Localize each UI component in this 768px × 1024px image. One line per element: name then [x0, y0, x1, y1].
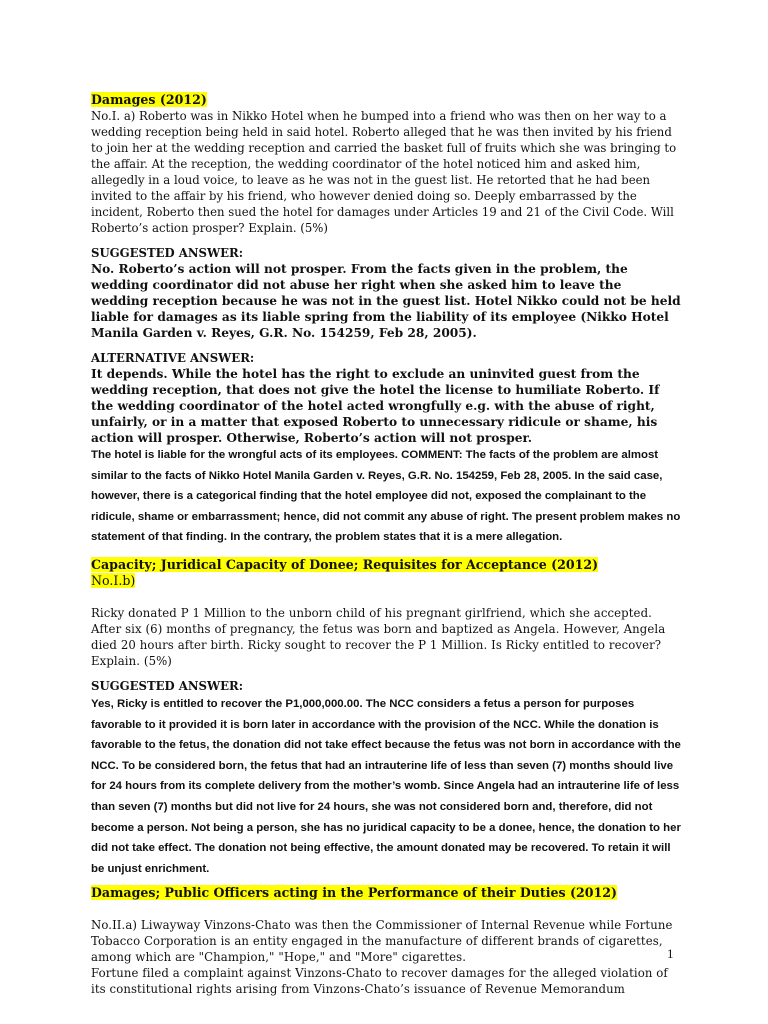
page-number: 1: [667, 946, 674, 961]
suggested-answer-label: SUGGESTED ANSWER:: [91, 246, 244, 260]
question-1a: No.I. a) Roberto was in Nikko Hotel when he bumped into a friend who was then on her way to a wedding reception being held in said hotel. Roberto alleged that he was then invited by his friend to join her at the wedding reception and carried the basket full of fruits which she was bringing to the affair. At the reception, the wedding coordinator of the hotel noticed him and asked him, allegedly in a loud voice, to leave as he was not in the guest list. He retorted that he had been invited to the affair by his friend, who however denied doing so. Deeply embarrassed by the incident, Roberto then sued the hotel for damages under Articles 19 and 21 of the Civil Code. Will Roberto’s action prosper? Explain. (5%): [91, 109, 677, 235]
question-2a: No.II.a) Liwayway Vinzons-Chato was then the Commissioner of Internal Revenue while Fortune Tobacco Corporation is an entity engaged in the manufacture of different brands of cigarettes, among which are "Champion," "Hope," and "More" cigarettes.: [91, 918, 673, 965]
suggested-answer-text: No. Roberto’s action will not prosper. From the facts given in the problem, the wedding coordinator did not abuse her right when she asked him to leave the wedding reception because he was not in the guest list. Hotel Nikko could not be held liable for damages as its liable spring from the liability of its employee (Nikko Hotel Manila Garden v. Reyes, G.R. No. 154259, Feb 28, 2005).: [91, 262, 681, 340]
number-highlight: No.I.b): [91, 572, 136, 588]
heading-highlight: Damages; Public Officers acting in the Performance of their Duties (2012): [91, 885, 617, 901]
comment-text: The hotel is liable for the wrongful acts of its employees. COMMENT: The facts of the problem are almost similar to the facts of Nikko Hotel Manila Garden v. Reyes, G.R. No. 154259, Feb 28, 2005. In the said case, however, there is a categorical finding that the hotel employee did not, exposed the complainant to the ridicule, shame or embarrassment; hence, did not commit any abuse of right. The present problem makes no statement of that finding. In the contrary, the problem states that it is a mere allegation.: [91, 449, 681, 544]
heading-highlight: Damages (2012): [91, 92, 207, 107]
section-heading-public-officers: [91, 885, 681, 901]
alternative-answer-text: It depends. While the hotel has the right to exclude an uninvited guest from the wedding reception, that does not give the hotel the license to humiliate Roberto. If the wedding coordinator of the hotel acted wrongfully e.g. with the abuse of right, unfairly, or in a matter that exposed Roberto to unnecessary ridicule or shame, his action will prosper. Otherwise, Roberto’s action will not prosper.: [91, 367, 660, 445]
alternative-answer-label: ALTERNATIVE ANSWER:: [91, 351, 255, 365]
document-content: [91, 92, 681, 997]
section-heading-capacity: [91, 557, 681, 573]
question-number-1b: [91, 573, 681, 589]
question-1b: Ricky donated P 1 Million to the unborn child of his pregnant girlfriend, which she accepted. After six (6) months of pregnancy, the fetus was born and baptized as Angela. However, Angela died 20 hours after birth. Ricky sought to recover the P 1 Million. Is Ricky entitled to recover? Explain. (5%): [91, 605, 666, 668]
question-2a-continued: Fortune filed a complaint against Vinzons-Chato to recover damages for the alleged violation of its constitutional rights arising from Vinzons-Chato’s issuance of Revenue Memorandum: [91, 966, 668, 997]
suggested-answer-text-2: Yes, Ricky is entitled to recover the P1,000,000.00. The NCC considers a fetus a person for purposes favorable to it provided it is born later in accordance with the provision of the NCC. While the donation is favorable to the fetus, the donation did not take effect because the fetus was not born in accordance with the NCC. To be considered born, the fetus that had an intrauterine life of less than seven (7) months should live for 24 hours from its complete delivery from the mother’s womb. Since Angela had an intrauterine life of less than seven (7) months but did not live for 24 hours, she was not considered born and, therefore, did not become a person. Not being a person, she has no juridical capacity to be a donee, hence, the donation to her did not take effect. The donation not being effective, the amount donated may be recovered. To retain it will be unjust enrichment.: [91, 697, 681, 875]
heading-highlight: Capacity; Juridical Capacity of Donee; Requisites for Acceptance (2012): [91, 556, 599, 572]
suggested-answer-label-2: SUGGESTED ANSWER:: [91, 678, 244, 693]
section-heading-damages-2012: [91, 92, 681, 108]
